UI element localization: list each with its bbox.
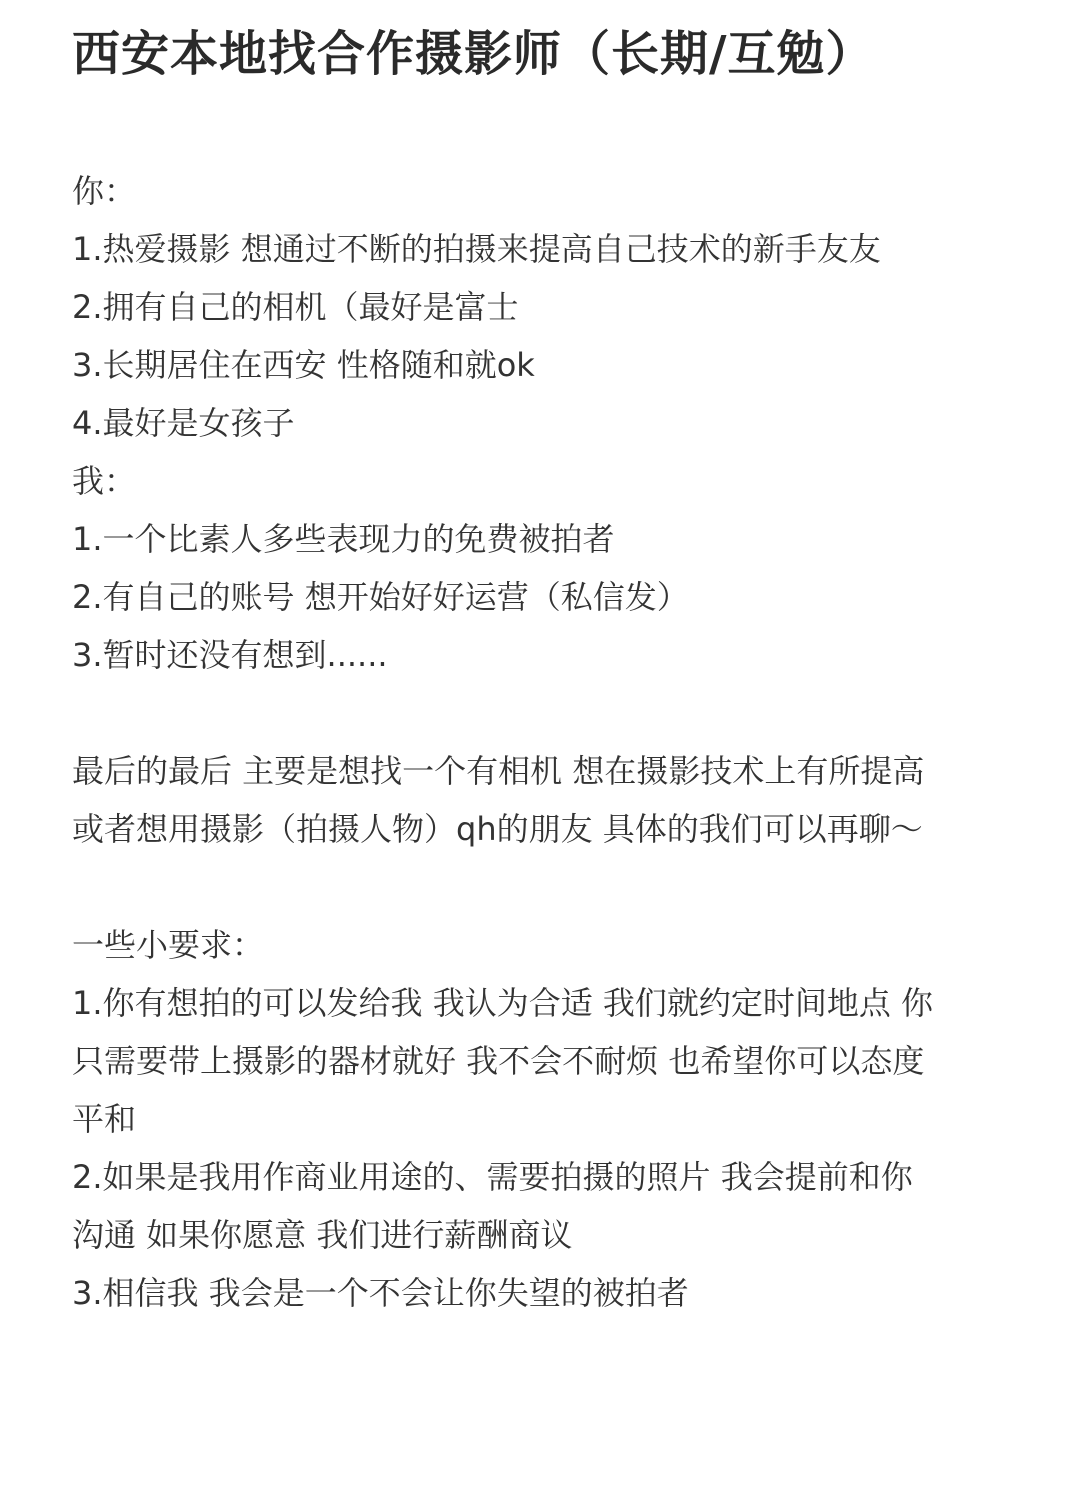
text-line: 我：: [72, 462, 137, 500]
text-line: 一些小要求：: [72, 926, 265, 964]
text-line: 平和: [72, 1100, 137, 1138]
text-line: 3.相信我 我会是一个不会让你失望的被拍者: [72, 1274, 689, 1312]
text-line: 你：: [72, 172, 137, 210]
text-line: 4.最好是女孩子: [72, 404, 295, 442]
text-line: 1.你有想拍的可以发给我 我认为合适 我们就约定时间地点 你: [72, 984, 934, 1022]
text-line: 或者想用摄影（拍摄人物）qh的朋友 具体的我们可以再聊～: [72, 810, 923, 848]
text-line: 3.暂时还没有想到......: [72, 636, 388, 674]
text-line: 3.长期居住在西安 性格随和就ok: [72, 346, 535, 384]
page-title: 西安本地找合作摄影师（长期/互勉）: [72, 26, 875, 82]
blank-line: [72, 858, 1012, 916]
text-line: 沟通 如果你愿意 我们进行薪酬商议: [72, 1216, 573, 1254]
document-body: [72, 162, 1012, 1322]
text-line: 只需要带上摄影的器材就好 我不会不耐烦 也希望你可以态度: [72, 1042, 925, 1080]
blank-line: [72, 684, 1012, 742]
text-line: 2.有自己的账号 想开始好好运营（私信发）: [72, 578, 689, 616]
text-line: 最后的最后 主要是想找一个有相机 想在摄影技术上有所提高: [72, 752, 925, 790]
text-line: 2.如果是我用作商业用途的、需要拍摄的照片 我会提前和你: [72, 1158, 913, 1196]
text-line: 2.拥有自己的相机（最好是富士: [72, 288, 519, 326]
text-line: 1.热爱摄影 想通过不断的拍摄来提高自己技术的新手友友: [72, 230, 881, 268]
text-line: 1.一个比素人多些表现力的免费被拍者: [72, 520, 615, 558]
